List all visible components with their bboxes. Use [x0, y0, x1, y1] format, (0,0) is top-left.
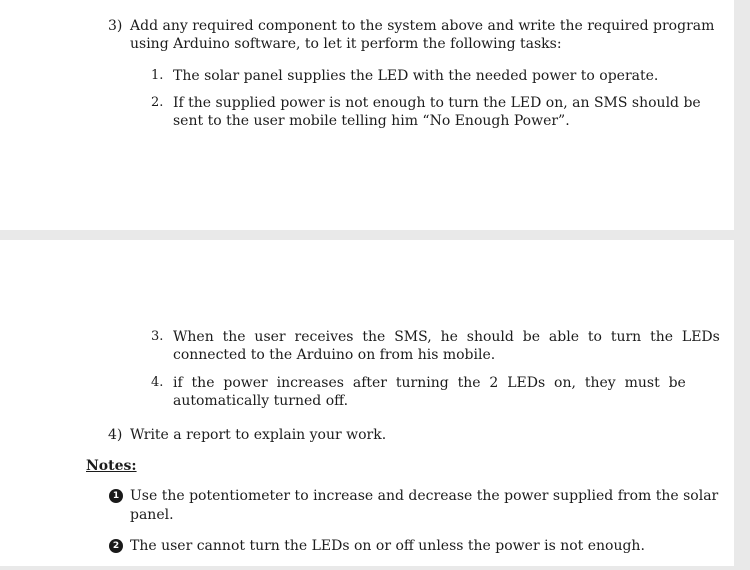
task-2-number: 2. [151, 95, 164, 110]
notes-heading: Notes: [86, 458, 137, 474]
task-1-number: 1. [151, 68, 164, 83]
question-4-number: 4) [108, 427, 123, 443]
question-3-number: 3) [108, 18, 123, 34]
task-4-line-2: automatically turned off. [173, 393, 349, 409]
task-1-line-1: The solar panel supplies the LED with the needed power to operate. [173, 68, 659, 84]
note-2-line-1: The user cannot turn the LEDs on or off unless the power is not enough. [130, 538, 645, 554]
question-3-line-2: using Arduino software, to let it perform the following tasks: [130, 36, 562, 52]
task-2-line-1: If the supplied power is not enough to turn the LED on, an SMS should be [173, 95, 701, 111]
task-4-line-1: if the power increases after turning the 2 LEDs on, they must be [173, 375, 686, 391]
task-4-number: 4. [151, 375, 164, 390]
task-3-line-2: connected to the Arduino on from his mobile. [173, 347, 496, 363]
question-4-text: Write a report to explain your work. [130, 427, 387, 443]
document-page-2 [0, 240, 734, 566]
task-3-line-1: When the user receives the SMS, he should be able to turn the LEDs [173, 329, 720, 345]
task-3-number: 3. [151, 329, 164, 344]
note-1-bullet-icon: 1 [109, 489, 123, 503]
task-2-line-2: sent to the user mobile telling him “No Enough Power”. [173, 113, 570, 129]
question-3-line-1: Add any required component to the system above and write the required program [130, 18, 715, 34]
note-1-line-2: panel. [130, 507, 174, 523]
viewer-background-strip [734, 0, 750, 570]
note-2-bullet-icon: 2 [109, 539, 123, 553]
note-1-line-1: Use the potentiometer to increase and decrease the power supplied from the solar [130, 488, 719, 504]
